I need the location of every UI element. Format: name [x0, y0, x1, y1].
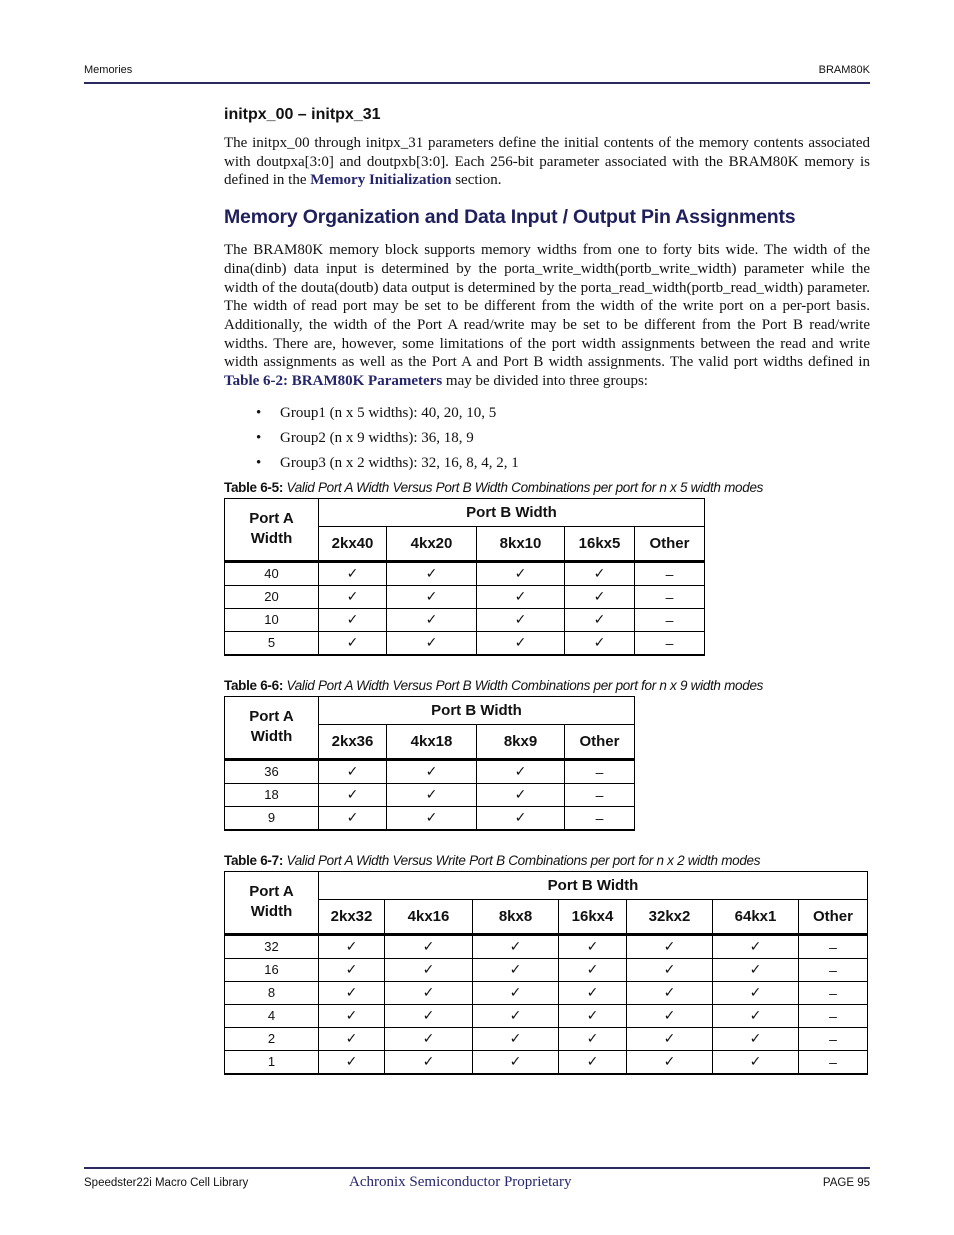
compatibility-cell: ✓ — [385, 1050, 473, 1074]
header-rule — [84, 82, 870, 84]
table-row — [225, 631, 705, 655]
compatibility-cell: ✓ — [627, 1050, 713, 1074]
bram80k-parameters-table-link[interactable]: Table 6-2: BRAM80K Parameters — [224, 373, 443, 390]
compatibility-cell: ✓ — [713, 958, 799, 981]
compatibility-cell: ✓ — [385, 934, 473, 958]
footer-page-number: PAGE 95 — [822, 1177, 870, 1189]
port-a-width-cell: 1 — [225, 1050, 319, 1074]
column-header: 4kx20 — [387, 526, 477, 561]
compatibility-cell: ✓ — [319, 1050, 385, 1074]
compatibility-cell: – — [565, 759, 635, 783]
compatibility-cell: ✓ — [713, 1027, 799, 1050]
page-content — [224, 106, 870, 1097]
compatibility-cell: ✓ — [387, 759, 477, 783]
initpx-paragraph-text: The initpx_00 through initpx_31 parameters define the initial contents of the memory contents associated with doutpxa[3:0] and doutpxb[3:0]. Each 256-bit parameter associated with the BRAM80K memory is defined in the — [224, 135, 870, 189]
column-header: 64kx1 — [713, 899, 799, 934]
memory-organization-end: may be divided into three groups: — [442, 373, 648, 390]
compatibility-cell: ✓ — [319, 759, 387, 783]
compatibility-cell: ✓ — [319, 585, 387, 608]
compatibility-cell: ✓ — [473, 934, 559, 958]
compatibility-cell: ✓ — [627, 934, 713, 958]
column-header: 16kx4 — [559, 899, 627, 934]
table-caption-title: Valid Port A Width Versus Port B Width Combinations per port for n x 5 width modes — [286, 479, 764, 495]
compatibility-cell: ✓ — [627, 981, 713, 1004]
compatibility-cell: ✓ — [385, 958, 473, 981]
compatibility-cell: ✓ — [473, 1027, 559, 1050]
table-row — [225, 806, 635, 830]
compatibility-cell: ✓ — [387, 806, 477, 830]
port-a-width-header: Port A Width — [225, 871, 319, 934]
column-header: 2kx36 — [319, 724, 387, 759]
compatibility-cell: ✓ — [319, 958, 385, 981]
table-caption — [224, 678, 870, 693]
compatibility-cell: ✓ — [559, 934, 627, 958]
port-b-width-header: Port B Width — [319, 871, 868, 899]
compatibility-cell: ✓ — [565, 631, 635, 655]
compatibility-cell: ✓ — [385, 981, 473, 1004]
compatibility-cell: – — [635, 561, 705, 585]
port-a-width-cell: 40 — [225, 561, 319, 585]
port-a-width-header: Port A Width — [225, 696, 319, 759]
list-item: • Group3 (n x 2 widths): 32, 16, 8, 4, 2, 1 — [280, 451, 870, 476]
compatibility-cell: ✓ — [387, 561, 477, 585]
footer-proprietary-notice: Achronix Semiconductor Proprietary — [349, 1174, 572, 1190]
initpx-heading: initpx_00 – initpx_31 — [224, 106, 381, 123]
memory-initialization-link[interactable]: Memory Initialization — [310, 172, 452, 189]
compatibility-cell: – — [799, 1027, 868, 1050]
compatibility-cell: ✓ — [319, 608, 387, 631]
port-width-table — [224, 696, 635, 831]
column-header: 2kx32 — [319, 899, 385, 934]
table-row — [225, 608, 705, 631]
column-header: 4kx18 — [387, 724, 477, 759]
compatibility-cell: ✓ — [565, 561, 635, 585]
compatibility-cell: ✓ — [387, 608, 477, 631]
table-row — [225, 958, 868, 981]
table-row — [225, 981, 868, 1004]
initpx-paragraph — [224, 134, 870, 190]
compatibility-cell: ✓ — [565, 608, 635, 631]
compatibility-cell: ✓ — [319, 1027, 385, 1050]
compatibility-cell: ✓ — [627, 1004, 713, 1027]
table-caption-label: Table 6-6: — [224, 677, 284, 693]
column-header: 32kx2 — [627, 899, 713, 934]
compatibility-cell: ✓ — [473, 958, 559, 981]
table-row — [225, 1004, 868, 1027]
compatibility-cell: ✓ — [387, 783, 477, 806]
port-a-width-cell: 8 — [225, 981, 319, 1004]
compatibility-cell: ✓ — [713, 1004, 799, 1027]
column-header: 8kx10 — [477, 526, 565, 561]
column-header: Other — [635, 526, 705, 561]
column-header: 16kx5 — [565, 526, 635, 561]
compatibility-cell: ✓ — [387, 585, 477, 608]
compatibility-cell: – — [565, 806, 635, 830]
port-a-width-cell: 10 — [225, 608, 319, 631]
table-caption — [224, 853, 870, 868]
compatibility-cell: ✓ — [713, 1050, 799, 1074]
compatibility-cell: ✓ — [477, 608, 565, 631]
port-a-width-cell: 16 — [225, 958, 319, 981]
port-width-table — [224, 498, 705, 656]
port-b-width-header: Port B Width — [319, 696, 635, 724]
port-a-width-cell: 36 — [225, 759, 319, 783]
compatibility-cell: ✓ — [559, 958, 627, 981]
compatibility-cell: ✓ — [565, 585, 635, 608]
port-a-width-cell: 32 — [225, 934, 319, 958]
compatibility-cell: ✓ — [627, 1027, 713, 1050]
compatibility-cell: – — [799, 934, 868, 958]
compatibility-cell: ✓ — [473, 981, 559, 1004]
port-a-width-cell: 20 — [225, 585, 319, 608]
compatibility-cell: ✓ — [319, 806, 387, 830]
column-header: Other — [565, 724, 635, 759]
port-a-width-header: Port A Width — [225, 498, 319, 561]
compatibility-cell: – — [635, 608, 705, 631]
column-header: 8kx8 — [473, 899, 559, 934]
compatibility-cell: ✓ — [319, 783, 387, 806]
column-header: Other — [799, 899, 868, 934]
column-header: 2kx40 — [319, 526, 387, 561]
footer-library-name: Speedster22i Macro Cell Library — [84, 1177, 249, 1189]
compatibility-cell: ✓ — [319, 981, 385, 1004]
table-caption — [224, 480, 870, 495]
compatibility-cell: – — [635, 631, 705, 655]
compatibility-cell: – — [799, 1004, 868, 1027]
memory-organization-text: The BRAM80K memory block supports memory widths from one to forty bits wide. The width of the dina(dinb) data input is determined by the porta_write_width(portb_write_width) parameter while the width of the douta(doutb) data output is determined by the porta_read_width(portb_read_width) parameter. The width of read port may be set to be different from the width of the write port on a per-port basis. Additionally, the width of the Port A read/write may be set to be different from the Port B read/write widths. There are, however, some limitations of the port width assignments between the read and write width assignments as well as the Port A and Port B width assignments. The valid port widths defined in — [224, 242, 870, 371]
compatibility-cell: ✓ — [477, 783, 565, 806]
column-header: 4kx16 — [385, 899, 473, 934]
table-row — [225, 934, 868, 958]
table-row — [225, 561, 705, 585]
column-header: 8kx9 — [477, 724, 565, 759]
port-a-width-cell: 4 — [225, 1004, 319, 1027]
compatibility-cell: ✓ — [713, 934, 799, 958]
compatibility-cell: ✓ — [473, 1004, 559, 1027]
header-section-title: Memories — [84, 64, 133, 76]
header-document-title: BRAM80K — [818, 64, 870, 76]
compatibility-cell: – — [799, 958, 868, 981]
port-a-width-cell: 9 — [225, 806, 319, 830]
compatibility-cell: ✓ — [713, 981, 799, 1004]
compatibility-cell: ✓ — [319, 1004, 385, 1027]
compatibility-cell: – — [799, 1050, 868, 1074]
compatibility-cell: – — [799, 981, 868, 1004]
compatibility-cell: ✓ — [477, 631, 565, 655]
port-a-width-cell: 18 — [225, 783, 319, 806]
table-row — [225, 783, 635, 806]
compatibility-cell: ✓ — [477, 585, 565, 608]
memory-organization-paragraph — [224, 241, 870, 391]
compatibility-cell: ✓ — [385, 1027, 473, 1050]
compatibility-cell: ✓ — [559, 1027, 627, 1050]
table-caption-title: Valid Port A Width Versus Write Port B Combinations per port for n x 2 width modes — [286, 852, 761, 868]
port-b-width-header: Port B Width — [319, 498, 705, 526]
port-a-width-cell: 5 — [225, 631, 319, 655]
compatibility-cell: ✓ — [559, 1004, 627, 1027]
table-row — [225, 1027, 868, 1050]
table-row — [225, 759, 635, 783]
table-caption-title: Valid Port A Width Versus Port B Width Combinations per port for n x 9 width modes — [286, 677, 764, 693]
port-a-width-cell: 2 — [225, 1027, 319, 1050]
compatibility-cell: ✓ — [385, 1004, 473, 1027]
width-groups-list — [224, 401, 870, 476]
compatibility-cell: ✓ — [319, 631, 387, 655]
compatibility-cell: ✓ — [477, 759, 565, 783]
table-caption-label: Table 6-5: — [224, 479, 284, 495]
compatibility-cell: ✓ — [319, 934, 385, 958]
compatibility-cell: – — [565, 783, 635, 806]
compatibility-cell: ✓ — [477, 806, 565, 830]
list-item: • Group2 (n x 9 widths): 36, 18, 9 — [280, 426, 870, 451]
tables-container — [224, 480, 870, 1075]
compatibility-cell: ✓ — [319, 561, 387, 585]
table-caption-label: Table 6-7: — [224, 852, 284, 868]
compatibility-cell: ✓ — [559, 981, 627, 1004]
compatibility-cell: ✓ — [627, 958, 713, 981]
port-width-table — [224, 871, 868, 1075]
list-item: • Group1 (n x 5 widths): 40, 20, 10, 5 — [280, 401, 870, 426]
table-row — [225, 585, 705, 608]
initpx-paragraph-end: section. — [451, 172, 502, 189]
compatibility-cell: ✓ — [473, 1050, 559, 1074]
footer-rule — [84, 1167, 870, 1169]
compatibility-cell: – — [635, 585, 705, 608]
compatibility-cell: ✓ — [477, 561, 565, 585]
memory-organization-heading: Memory Organization and Data Input / Output Pin Assignments — [224, 206, 796, 229]
compatibility-cell: ✓ — [559, 1050, 627, 1074]
compatibility-cell: ✓ — [387, 631, 477, 655]
table-row — [225, 1050, 868, 1074]
